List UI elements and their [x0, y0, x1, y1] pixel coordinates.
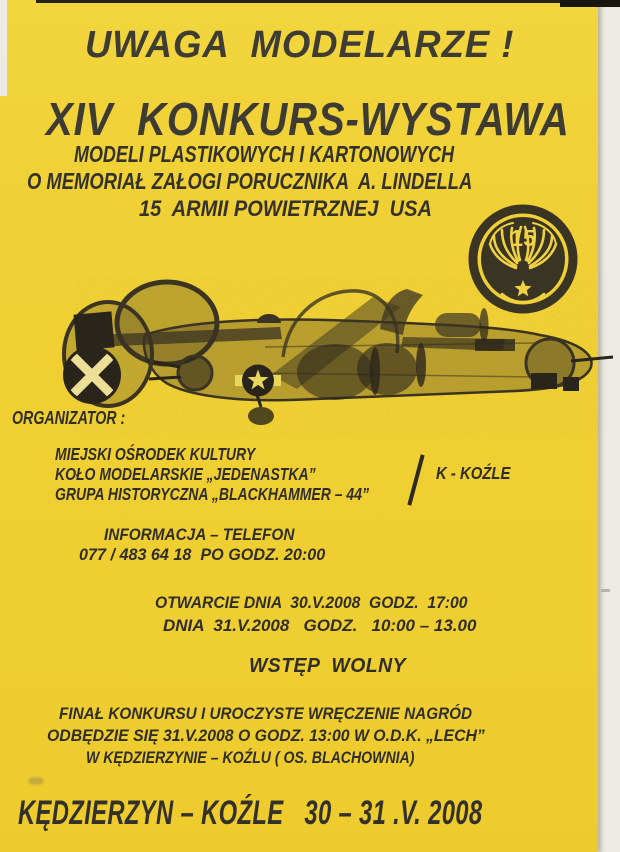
air-force-emblem-icon: [466, 202, 580, 316]
scan-blot: [28, 777, 44, 785]
scan-top-edge-notch: [560, 0, 620, 7]
finale-line-1: FINAŁ KONKURSU I UROCZYSTE WRĘCZENIE NAGRÓD: [59, 704, 473, 723]
admission-label: WSTĘP WOLNY: [249, 655, 407, 677]
scan-margin-dash: [601, 589, 610, 592]
opening-line-2: DNIA 31.V.2008 GODZ. 10:00 – 13.00: [163, 616, 477, 635]
organizer-item: MIEJSKI OŚRODEK KULTURY: [55, 444, 256, 464]
organizer-item: GRUPA HISTORYCZNA „BLACKHAMMER – 44”: [55, 484, 369, 504]
finale-line-3: W KĘDZIERZYNIE – KOŹLU ( OS. BLACHOWNIA): [86, 748, 415, 767]
footer-date-line: KĘDZIERZYN – KOŹLE 30 – 31 .V. 2008: [18, 794, 483, 832]
info-title: INFORMACJA – TELEFON: [104, 526, 295, 544]
scan-corner-sliver: [0, 0, 7, 96]
city-label: K - KOŹLE: [436, 463, 511, 483]
finale-line-2: ODBĘDZIE SIĘ 31.V.2008 O GODZ. 13:00 W O.D.K. „LECH”: [47, 726, 485, 745]
scan-top-edge: [36, 0, 620, 3]
subtitle-memorial: O MEMORIAŁ ZAŁOGI PORUCZNIKA A. LINDELLA: [27, 168, 473, 194]
opening-line-1: OTWARCIE DNIA 30.V.2008 GODZ. 17:00: [155, 594, 468, 612]
subtitle-materials: MODELI PLASTIKOWYCH I KARTONOWYCH: [74, 141, 455, 167]
poster-header: UWAGA MODELARZE !: [85, 24, 515, 66]
organizer-label: ORGANIZATOR :: [12, 408, 126, 428]
emblem-number: 15: [510, 225, 536, 251]
contest-title: XIV KONKURS-WYSTAWA: [46, 93, 570, 145]
info-phone: 077 / 483 64 18 PO GODZ. 20:00: [79, 546, 326, 564]
organizer-list: [55, 444, 448, 504]
subtitle-army: 15 ARMII POWIETRZNEJ USA: [139, 196, 432, 221]
organizer-item: KOŁO MODELARSKIE „JEDENASTKA”: [55, 464, 316, 484]
